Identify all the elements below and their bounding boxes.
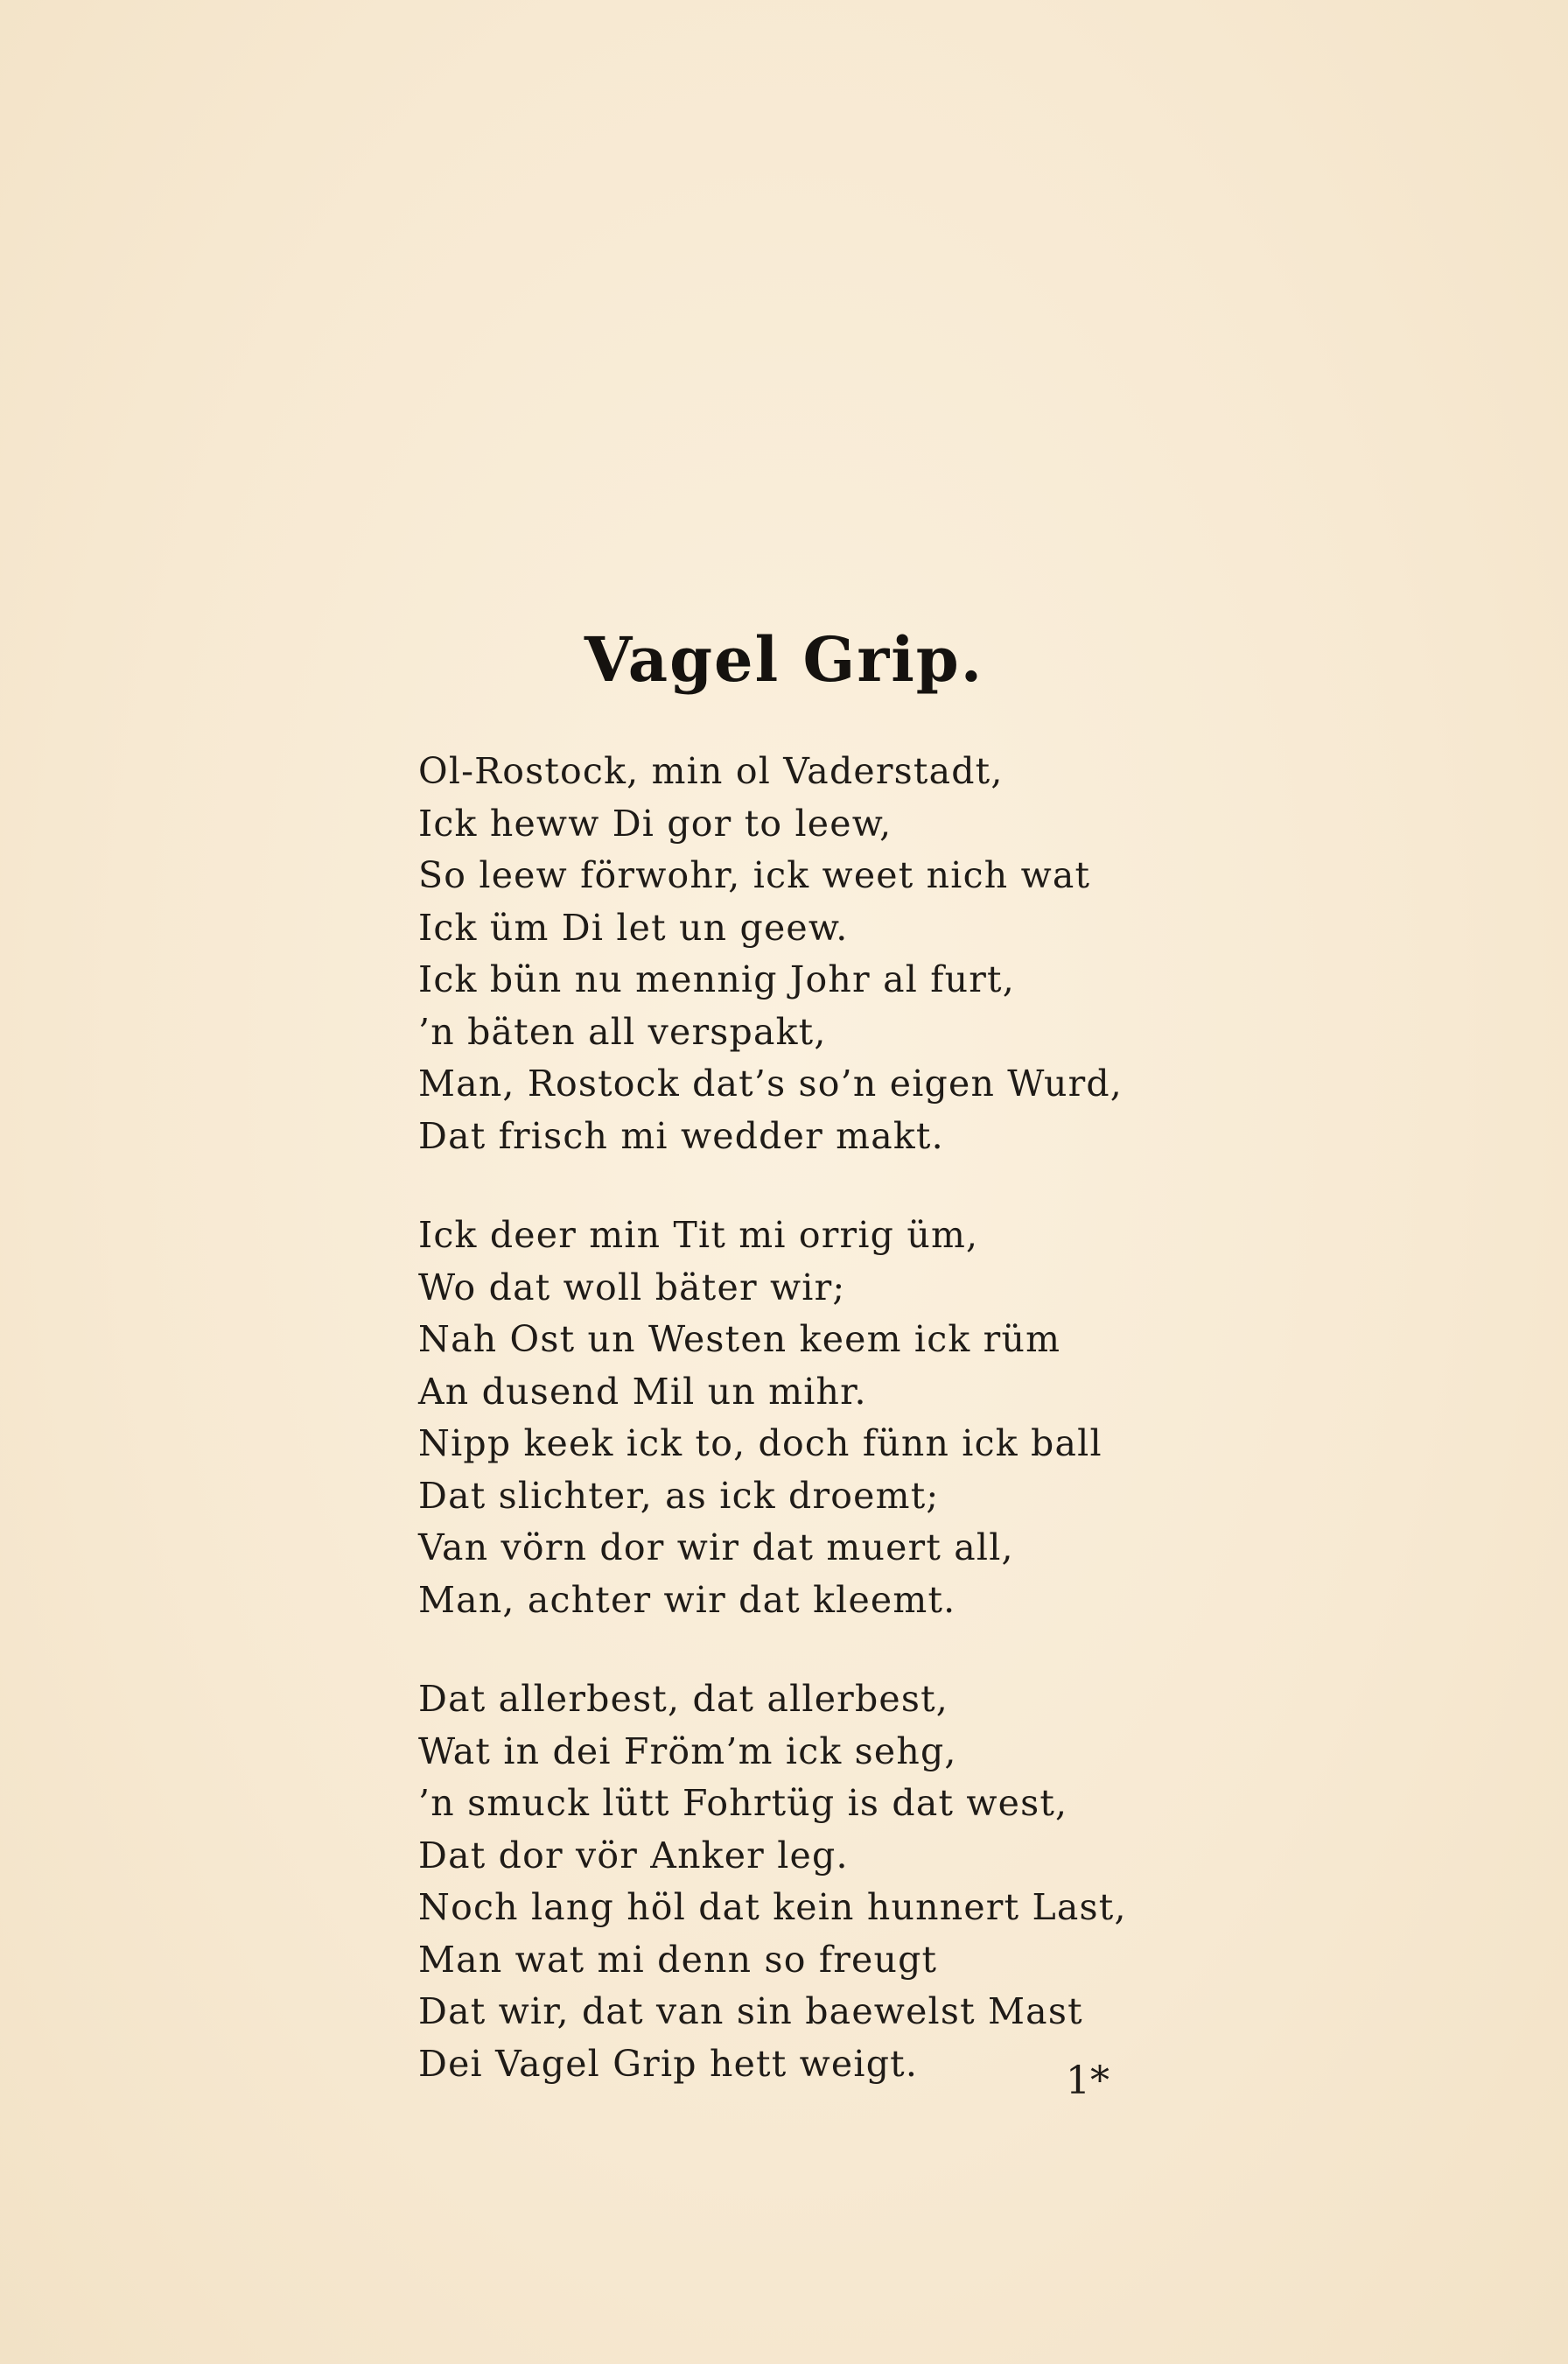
poem-line: Nipp keek ick to, doch fünn ick ball bbox=[418, 1422, 1102, 1464]
poem-line: Dat frisch mi wedder makt. bbox=[418, 1114, 944, 1157]
poem-line: Wat in dei Fröm’m ick sehg, bbox=[418, 1729, 957, 1772]
poem-line: Man, achter wir dat kleemt. bbox=[418, 1578, 956, 1621]
stanza-2 bbox=[418, 1210, 1118, 1626]
poem-line: ’n bäten all verspakt, bbox=[418, 1010, 827, 1053]
poem-line: Dat dor vör Anker leg. bbox=[418, 1834, 849, 1876]
poem-line: Ick heww Di gor to leew, bbox=[418, 802, 892, 845]
poem-line: Noch lang höl dat kein hunnert Last, bbox=[418, 1886, 1127, 1928]
poem-line: Van vörn dor wir dat muert all, bbox=[418, 1526, 1014, 1568]
poem-line: Ol-Rostock, min ol Vaderstadt, bbox=[418, 750, 1004, 792]
poem-line: Dei Vagel Grip hett weigt. bbox=[418, 2042, 919, 2085]
poem-line: Ick deer min Tit mi orrig üm, bbox=[418, 1214, 979, 1256]
poem-line: ’n smuck lütt Fohrtüg is dat west, bbox=[418, 1782, 1068, 1824]
poem-line: So leew förwohr, ick weet nich wat bbox=[418, 854, 1091, 896]
poem-line: Dat wir, dat van sin baewelst Mast bbox=[418, 1990, 1083, 2032]
poem-line: Nah Ost un Westen keem ick rüm bbox=[418, 1318, 1061, 1360]
poem-title: Vagel Grip. bbox=[584, 623, 984, 696]
stanza-3 bbox=[418, 1673, 1127, 2090]
poem-line: Ick üm Di let un geew. bbox=[418, 906, 849, 949]
poem-body bbox=[418, 746, 1127, 2137]
poem-line: Man wat mi denn so freugt bbox=[418, 1938, 938, 1981]
poem-line: Wo dat woll bäter wir; bbox=[418, 1266, 846, 1308]
poem-line: Man, Rostock dat’s so’n eigen Wurd, bbox=[418, 1063, 1124, 1105]
poem-line: Ick bün nu mennig Johr al furt, bbox=[418, 958, 1015, 1000]
poem-line: Dat slichter, as ick droemt; bbox=[418, 1474, 940, 1517]
poem-line: Dat allerbest, dat allerbest, bbox=[418, 1678, 949, 1720]
poem-line: An dusend Mil un mihr. bbox=[418, 1370, 867, 1413]
stanza-1 bbox=[418, 746, 1124, 1162]
page-number: 1* bbox=[1066, 2059, 1110, 2103]
